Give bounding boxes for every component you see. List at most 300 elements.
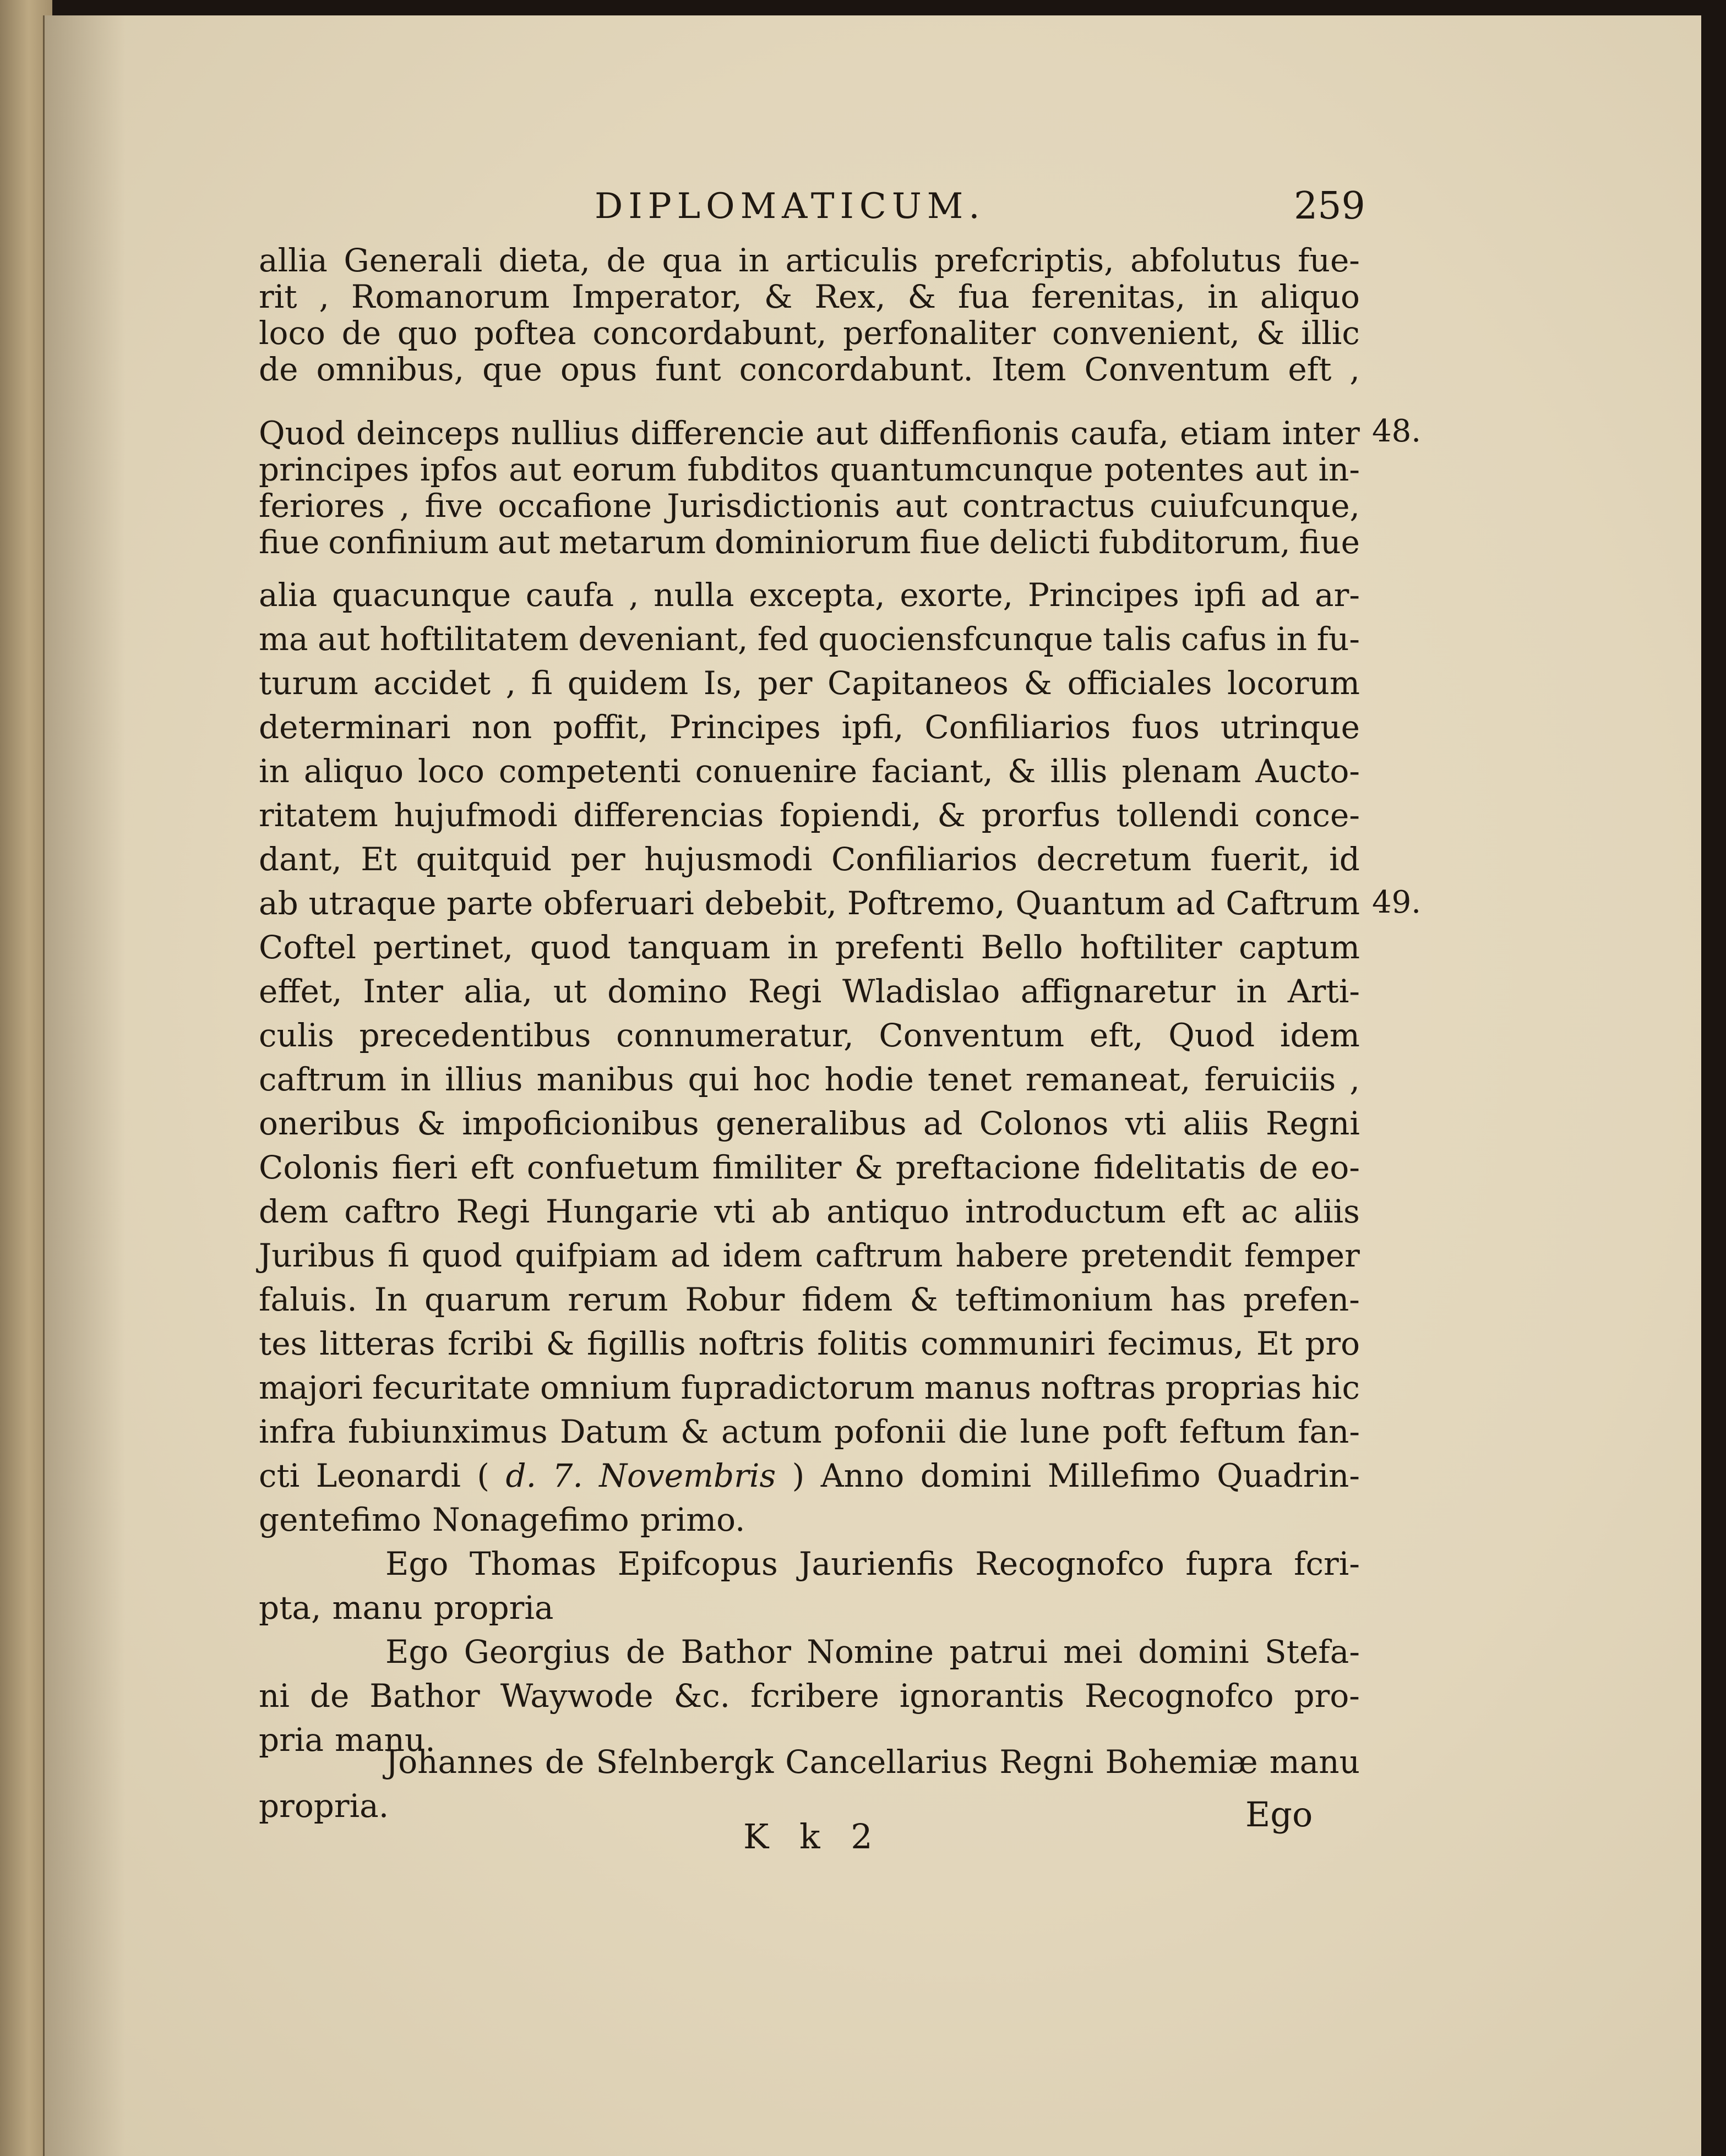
word: Confiliarios [924,708,1111,746]
word: Et [1256,1325,1293,1362]
word: fcribi [447,1325,533,1362]
word: figillis [586,1325,686,1362]
word: loco [418,752,484,790]
word: idem [722,1237,803,1274]
word: Leonardi [315,1457,461,1494]
word: Ego [385,1545,449,1582]
word: competenti [498,752,681,790]
word: obferuari [543,885,694,922]
word: Recognofco [975,1545,1164,1582]
word: Sfelnbergk [596,1743,774,1781]
word: Bohemiæ [1105,1743,1258,1781]
word: poft [1102,1413,1167,1450]
word: Conventum [879,1017,1065,1054]
word: hoftilitatem [379,620,569,658]
word: vti [1125,1105,1167,1142]
word: ( [477,1457,489,1494]
margin-paragraph-number: 48. [1372,413,1422,449]
text-line [259,925,1360,970]
word: & [680,1413,709,1450]
word: de [309,1677,350,1715]
word: aliis [1183,1105,1249,1142]
word: , [399,487,410,525]
word: eft, [1089,1017,1144,1054]
word: Recognofco [1084,1677,1274,1715]
word: alia [259,576,318,614]
word: ipfos [420,451,498,488]
word: talis [1102,620,1172,658]
word: metarum [558,523,706,561]
text-line [259,1233,1360,1278]
word: fupradictorum [680,1369,915,1406]
word: & [546,1325,575,1362]
word: aut [895,487,948,525]
word: dant, [259,840,342,878]
word: Conventum [1084,351,1270,388]
word: eorum [572,451,677,488]
word: manu [332,1589,423,1626]
word: aut [318,620,371,658]
word: occafione [498,487,652,525]
word: , [319,278,329,315]
word: ac [1241,1193,1278,1230]
word: fimiliter [712,1149,842,1186]
word: effet, [259,973,342,1010]
word: Is, [703,664,743,702]
word: ) [792,1457,805,1494]
text-line [259,1321,1360,1366]
word: Colonos [979,1105,1109,1142]
word: poftea [473,314,576,352]
word: caftro [344,1193,440,1230]
text-line [259,793,1360,838]
word: folitis [817,1325,908,1362]
word: Georgius [464,1633,611,1671]
word: prefen- [1243,1281,1360,1318]
word: rerum [568,1281,668,1318]
word: preftacione [895,1149,1081,1186]
word: pro [1305,1325,1360,1362]
word: die [958,1413,1008,1450]
word: fi [531,664,553,702]
text-line [259,661,1360,706]
word: introductum [965,1193,1166,1230]
word: connumeratur, [616,1017,854,1054]
word: ut [553,973,587,1010]
word: Stefa- [1264,1633,1360,1671]
word: caftrum [815,1237,943,1274]
word: lune [1020,1413,1091,1450]
word: de [1259,1149,1298,1186]
word: precedentibus [359,1017,591,1054]
word: aut [509,451,562,488]
word: hoc [753,1061,811,1098]
word: contractus [962,487,1135,525]
word: patrui [949,1633,1048,1671]
text-line [259,1013,1360,1058]
word: femper [1244,1237,1360,1274]
word: fupra [1185,1545,1273,1582]
word: Quod [259,414,345,452]
word: ritatem [259,796,378,834]
word: de [545,1743,585,1781]
word: prefenti [835,929,964,966]
text-line [259,1365,1360,1410]
text-line [259,969,1360,1014]
word: fan- [1297,1413,1360,1450]
word: & [937,796,966,834]
word: Regni [999,1743,1094,1781]
text-line [259,1585,1360,1630]
word: loco [259,314,325,352]
word: Quantum [1015,885,1166,922]
word: quidem [567,664,689,702]
word: Jaurienfis [799,1545,954,1582]
word: propria. [259,1787,389,1825]
word: , [629,576,639,614]
word: id [1329,840,1360,878]
word: per [570,840,625,878]
text-line [259,1497,1360,1542]
word: has [1170,1281,1226,1318]
word: prorfus [981,796,1101,834]
word: cafus [1181,620,1267,658]
word: Regi [748,973,822,1010]
word: principes [259,451,410,488]
word: five [424,487,483,525]
word: Imperator, [571,278,742,315]
word: impoficionibus [462,1105,699,1142]
word: Inter [363,973,443,1010]
word: deinceps [356,414,500,452]
word: idem [1279,1017,1360,1054]
word: in [1276,620,1308,658]
word: 7. [552,1457,583,1494]
word: Johannes [385,1743,533,1781]
word: dem [259,1193,329,1230]
word: que [482,351,542,388]
word: turum [259,664,358,702]
word: ad [923,1105,963,1142]
word: fua [958,278,1010,315]
text-line [259,749,1360,794]
word: proprias [1165,1369,1302,1406]
word: eft [1288,351,1332,388]
word: Wladislao [842,973,1000,1010]
signature-mark: K k 2 [743,1816,883,1857]
word: Nonagefimo [432,1501,629,1538]
word: dominiorum [715,523,911,561]
word: pta, [259,1589,322,1626]
right-background [1701,0,1726,2156]
word: Confiliarios [831,840,1017,878]
word: confuetum [526,1149,700,1186]
word: pertinet, [373,929,514,966]
word: Bathor [680,1633,792,1671]
word: tollendi [1116,796,1239,834]
word: caufa [525,576,614,614]
word: eft [470,1149,514,1186]
text-line [385,1739,1360,1784]
word: Generali [344,242,483,279]
word: tenet [927,1061,1012,1098]
word: Et [361,840,397,878]
word: quifpiam [515,1237,658,1274]
word: in [259,752,290,790]
word: actum [721,1413,822,1450]
word: manibus [536,1061,674,1098]
word: oneribus [259,1105,401,1142]
word: debebit, [704,885,837,922]
word: ab [771,1193,811,1230]
word: fopiendi, [779,796,922,834]
text-line [259,347,1360,392]
word: diffenfionis [879,414,1060,452]
word: & [907,278,936,315]
word: utrinque [1220,708,1360,746]
word: fecuritate [372,1369,531,1406]
spine-shadow [43,15,126,2156]
word: ipfi, [841,708,904,746]
word: qui [688,1061,739,1098]
word: quantumcunque [830,451,1093,488]
word: aliquo [1260,278,1360,315]
word: aut [497,523,551,561]
word: in [1207,278,1238,315]
word: utraque [308,885,437,922]
word: funt [655,351,721,388]
word: communiri [921,1325,1096,1362]
word: non [471,708,532,746]
word: Waywode [500,1677,654,1715]
text-line [259,1189,1360,1234]
word: differencie [630,414,805,452]
word: fu- [1316,620,1360,658]
word: eft [1181,1193,1226,1230]
word: fieri [391,1149,458,1186]
word: Colonis [259,1149,379,1186]
word: Capitaneos [827,664,1009,702]
word: Cancellarius [785,1743,988,1781]
word: habere [955,1237,1069,1274]
word: & [1023,664,1053,702]
word: aliquo [303,752,404,790]
word: excepta, [749,576,885,614]
text-line [259,1057,1360,1102]
word: ignorantis [899,1677,1064,1715]
word: Quadrin- [1217,1457,1360,1494]
word: Principes [669,708,821,746]
word: Coftel [259,929,356,966]
word: litteras [319,1325,435,1362]
word: captum [1239,929,1360,966]
word: in [738,242,770,279]
word: vti [714,1193,755,1230]
word: in [1236,973,1267,1010]
word: ad [1260,576,1300,614]
word: per [758,664,813,702]
catchword: Ego [1245,1794,1313,1835]
word: ar- [1315,576,1360,614]
word: &c. [673,1677,731,1715]
word: Novembris [599,1457,776,1494]
word: affignaretur [1020,973,1216,1010]
word: Regi [456,1193,530,1230]
word: Item [991,351,1066,388]
text-line [385,1629,1360,1674]
word: pretendit [1081,1237,1232,1274]
text-line [259,705,1360,750]
text-line [259,1277,1360,1322]
word: Arti- [1287,973,1360,1010]
word: ipfi [1194,576,1246,614]
word: fiue [259,523,320,561]
word: illius [445,1061,523,1098]
word: Ego [385,1633,449,1671]
word: & [417,1105,445,1142]
word: remaneat, [1025,1061,1191,1098]
word: primo. [640,1501,745,1538]
word: quacunque [332,576,511,614]
word: delicti [989,523,1090,561]
word: hoftiliter [1080,929,1222,966]
word: Jurisdictionis [667,487,880,525]
word: parte [447,885,533,922]
word: illis [1050,752,1108,790]
text-line [259,520,1360,565]
word: fcribere [750,1677,879,1715]
word: omnibus, [316,351,465,388]
word: , [1349,1061,1360,1098]
word: Datum [559,1413,668,1450]
word: gentefimo [259,1501,422,1538]
word: exorte, [900,576,1014,614]
text-line [259,616,1360,662]
word: cuiufcunque, [1150,487,1360,525]
word: Nomine [807,1633,934,1671]
word: ad [670,1237,710,1274]
word: feruiciis [1204,1061,1336,1098]
word: fcri- [1294,1545,1360,1582]
word: Bello [981,929,1063,966]
word: Thomas [469,1545,597,1582]
word: abfolutus [1130,242,1282,279]
text-line [259,881,1360,926]
word: hujusmodi [644,840,813,878]
word: prefcriptis, [934,242,1114,279]
word: fi [388,1237,409,1274]
word: Bathor [369,1677,480,1715]
page-number: 259 [1294,184,1365,228]
word: d. [505,1457,537,1494]
word: quociensfcunque [818,620,1093,658]
word: de [606,242,646,279]
word: hujufmodi [394,796,558,834]
word: majori [259,1369,363,1406]
word: rit [259,278,297,315]
word: Caftrum [1226,885,1360,922]
word: generalibus [715,1105,907,1142]
word: teftimonium [955,1281,1153,1318]
word: & [764,278,793,315]
word: tanquam [628,929,771,966]
word: conce- [1254,796,1360,834]
margin-paragraph-number: 49. [1372,885,1422,920]
word: infra [259,1413,336,1450]
word: fed [757,620,809,658]
word: fiue [919,523,981,561]
text-line [259,572,1360,618]
word: articulis [785,242,918,279]
word: , [1349,351,1360,388]
word: fuos [1131,708,1200,746]
word: ferenitas, [1031,278,1186,315]
word: Anno [820,1457,905,1494]
word: qua [662,242,722,279]
word: pria [259,1721,324,1759]
text-line [259,1409,1360,1454]
word: decretum [1036,840,1192,878]
word: domini [920,1457,1032,1494]
word: manu. [334,1721,435,1759]
word: omnium [540,1369,672,1406]
text-line [385,1541,1360,1586]
word: & [1256,314,1285,352]
word: etiam [1179,414,1271,452]
word: potentes [1104,451,1244,488]
word: de [259,351,298,388]
word: fecimus, [1107,1325,1244,1362]
word: quitquid [416,840,552,878]
word: propria [433,1589,554,1626]
word: nullius [510,414,620,452]
word: plenam [1121,752,1242,790]
word: determinari [259,708,451,746]
word: inter [1282,414,1360,452]
word: Aucto- [1255,752,1360,790]
word: hodie [824,1061,914,1098]
word: cti [259,1457,300,1494]
word: feftum [1179,1413,1286,1450]
word: manus [924,1369,1031,1406]
word: quod [530,929,611,966]
word: accidet [373,664,491,702]
text-line [259,1145,1360,1190]
word: conuenire [695,752,858,790]
word: noftras [1041,1369,1156,1406]
word: quo [397,314,458,352]
word: officiales [1067,664,1212,702]
word: pofonii [834,1413,946,1450]
word: alia, [464,973,533,1010]
word: Quod [1168,1017,1255,1054]
word: fiue [1299,523,1360,561]
word: In [374,1281,407,1318]
word: opus [560,351,638,388]
word: hic [1311,1369,1360,1406]
word: deveniant, [578,620,748,658]
word: fue- [1298,242,1360,279]
word: Hungarie [545,1193,699,1230]
word: in- [1318,451,1360,488]
word: ni [259,1677,290,1715]
word: domini [1138,1633,1249,1671]
word: caftrum [259,1061,386,1098]
word: quod [421,1237,503,1274]
word: perfonaliter [843,314,1036,352]
word: pro- [1294,1677,1360,1715]
word: , [505,664,516,702]
